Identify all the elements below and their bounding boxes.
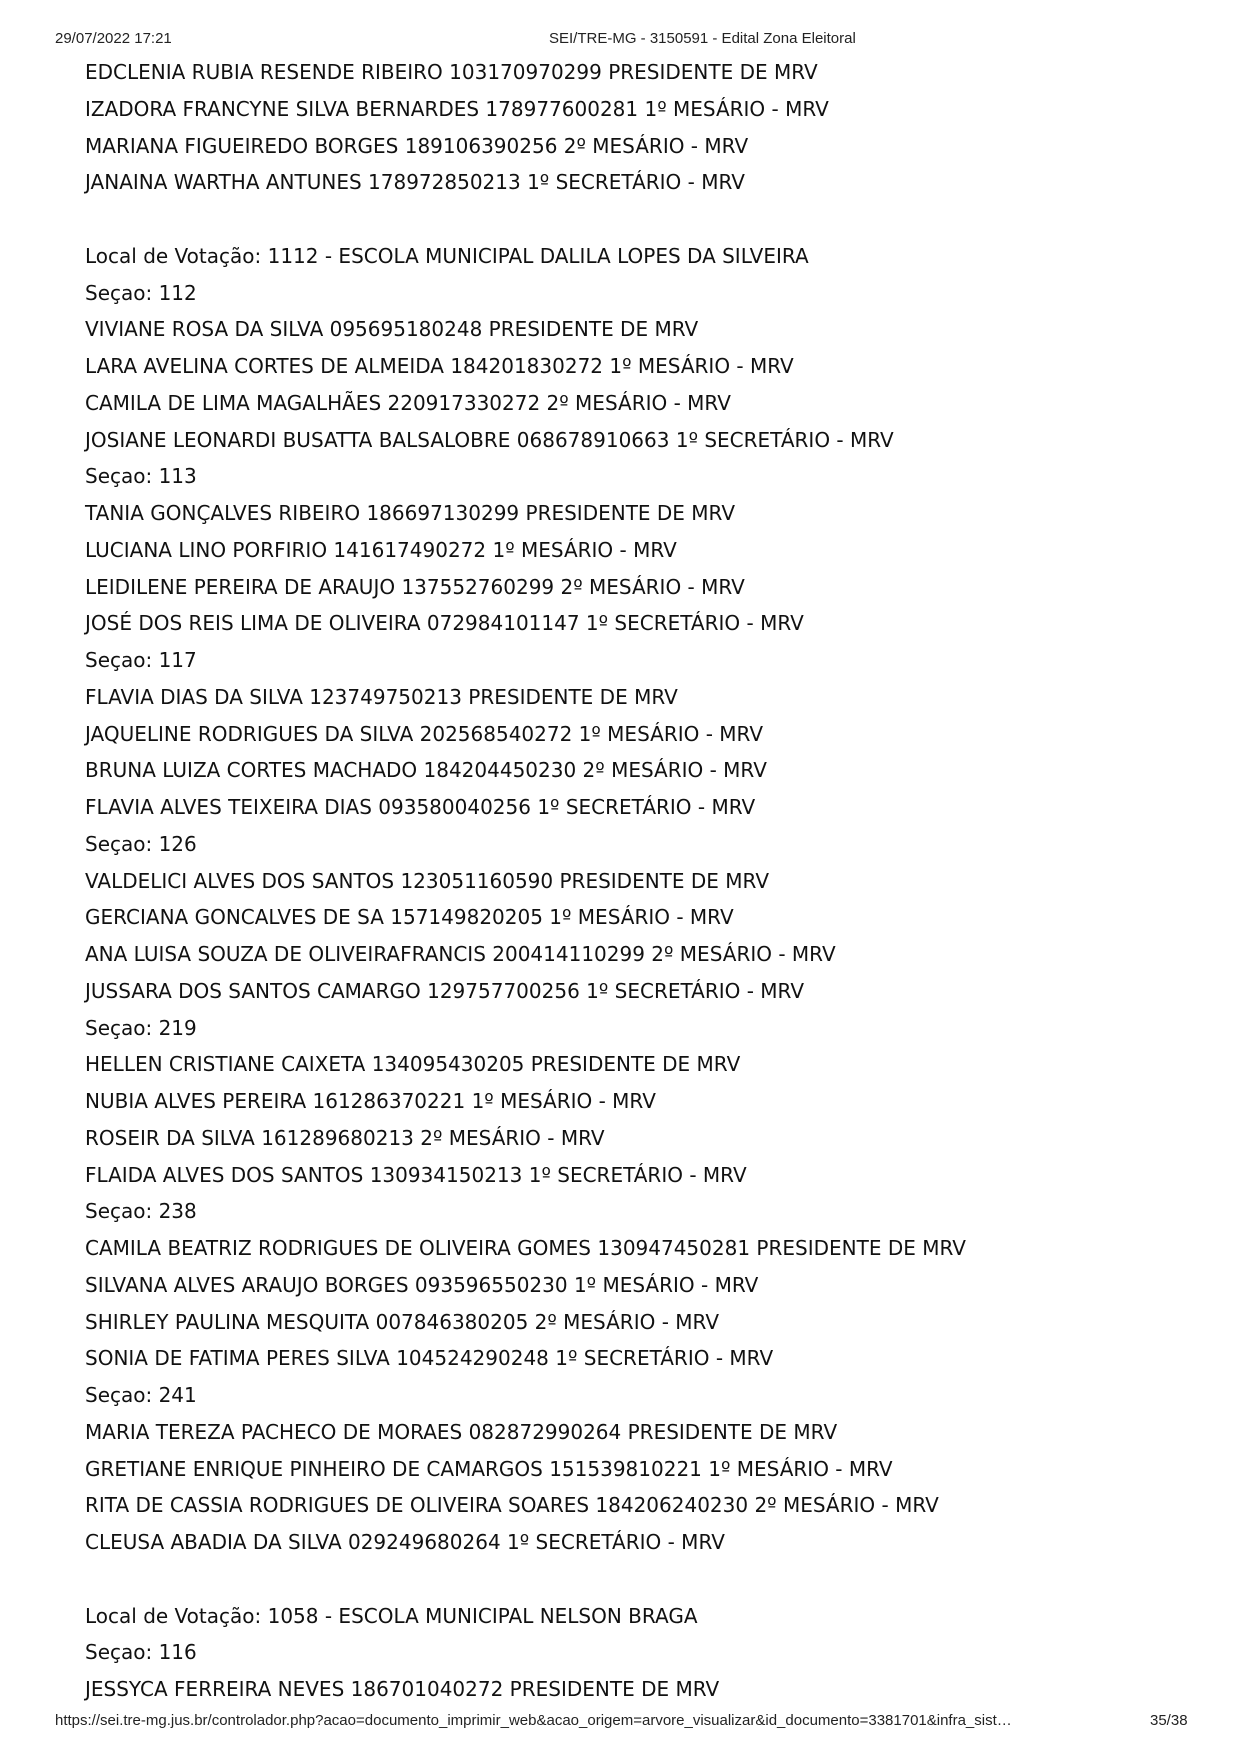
- poll-worker-entry: GERCIANA GONCALVES DE SA 157149820205 1º MESÁRIO - MRV: [85, 905, 734, 930]
- section-heading: Seçao: 126: [85, 831, 197, 856]
- poll-worker-entry: HELLEN CRISTIANE CAIXETA 134095430205 PRESIDENTE DE MRV: [85, 1052, 741, 1077]
- blank-line: [85, 201, 1205, 238]
- poll-worker-entry: FLAVIA ALVES TEIXEIRA DIAS 093580040256 1º SECRETÁRIO - MRV: [85, 795, 756, 819]
- section-heading: Seçao: 238: [85, 1199, 197, 1224]
- poll-worker-entry: MARIANA FIGUEIREDO BORGES 189106390256 2º MESÁRIO - MRV: [85, 133, 749, 158]
- poll-worker-entry: VIVIANE ROSA DA SILVA 095695180248 PRESIDENTE DE MRV: [85, 317, 699, 342]
- section-heading: Seçao: 116: [85, 1640, 197, 1665]
- poll-worker-entry: IZADORA FRANCYNE SILVA BERNARDES 178977600281 1º MESÁRIO - MRV: [85, 96, 829, 121]
- poll-worker-entry: JANAINA WARTHA ANTUNES 178972850213 1º SECRETÁRIO - MRV: [85, 170, 745, 195]
- section-heading: Seçao: 219: [85, 1015, 197, 1040]
- poll-worker-entry: RITA DE CASSIA RODRIGUES DE OLIVEIRA SOARES 184206240230 2º MESÁRIO - MRV: [85, 1493, 939, 1518]
- poll-worker-entry: TANIA GONÇALVES RIBEIRO 186697130299 PRESIDENTE DE MRV: [85, 501, 736, 525]
- document-body: [85, 54, 1205, 1708]
- poll-worker-entry: LARA AVELINA CORTES DE ALMEIDA 184201830272 1º MESÁRIO - MRV: [85, 354, 794, 378]
- poll-worker-entry: NUBIA ALVES PEREIRA 161286370221 1º MESÁRIO - MRV: [85, 1089, 656, 1113]
- poll-worker-entry: JESSYCA FERREIRA NEVES 186701040272 PRESIDENTE DE MRV: [85, 1677, 720, 1701]
- section-heading: Seçao: 112: [85, 280, 197, 305]
- section-heading: Seçao: 241: [85, 1383, 197, 1407]
- poll-worker-entry: CLEUSA ABADIA DA SILVA 029249680264 1º SECRETÁRIO - MRV: [85, 1530, 725, 1554]
- document-title: SEI/TRE-MG - 3150591 - Edital Zona Eleitoral: [549, 30, 856, 47]
- poll-worker-entry: CAMILA DE LIMA MAGALHÃES 220917330272 2º MESÁRIO - MRV: [85, 390, 731, 415]
- poll-worker-entry: ROSEIR DA SILVA 161289680213 2º MESÁRIO - MRV: [85, 1125, 605, 1150]
- voting-location-heading: Local de Votação: 1112 - ESCOLA MUNICIPAL DALILA LOPES DA SILVEIRA: [85, 243, 809, 268]
- section-heading: Seçao: 113: [85, 464, 197, 489]
- section-heading: Seçao: 117: [85, 648, 197, 672]
- page-number: 35/38: [1150, 1712, 1188, 1729]
- poll-worker-entry: JOSIANE LEONARDI BUSATTA BALSALOBRE 068678910663 1º SECRETÁRIO - MRV: [85, 427, 894, 452]
- poll-worker-entry: LUCIANA LINO PORFIRIO 141617490272 1º MESÁRIO - MRV: [85, 537, 677, 562]
- poll-worker-entry: MARIA TEREZA PACHECO DE MORAES 082872990264 PRESIDENTE DE MRV: [85, 1419, 838, 1444]
- poll-worker-entry: JAQUELINE RODRIGUES DA SILVA 202568540272 1º MESÁRIO - MRV: [85, 721, 764, 746]
- poll-worker-entry: EDCLENIA RUBIA RESENDE RIBEIRO 103170970299 PRESIDENTE DE MRV: [85, 60, 818, 84]
- poll-worker-entry: LEIDILENE PEREIRA DE ARAUJO 137552760299 2º MESÁRIO - MRV: [85, 574, 745, 599]
- page-url: https://sei.tre-mg.jus.br/controlador.php?acao=documento_imprimir_web&acao_origem=arvore_visualizar&id_documento=3381701&infra_sist…: [55, 1712, 1012, 1729]
- blank-line: [85, 1561, 1205, 1598]
- poll-worker-entry: SHIRLEY PAULINA MESQUITA 007846380205 2º MESÁRIO - MRV: [85, 1309, 720, 1334]
- poll-worker-entry: JUSSARA DOS SANTOS CAMARGO 129757700256 1º SECRETÁRIO - MRV: [85, 978, 805, 1003]
- print-datetime: 29/07/2022 17:21: [55, 30, 172, 47]
- poll-worker-entry: SILVANA ALVES ARAUJO BORGES 093596550230 1º MESÁRIO - MRV: [85, 1272, 759, 1297]
- poll-worker-entry: FLAIDA ALVES DOS SANTOS 130934150213 1º SECRETÁRIO - MRV: [85, 1162, 747, 1187]
- poll-worker-entry: CAMILA BEATRIZ RODRIGUES DE OLIVEIRA GOMES 130947450281 PRESIDENTE DE MRV: [85, 1236, 966, 1260]
- voting-location-heading: Local de Votação: 1058 - ESCOLA MUNICIPAL NELSON BRAGA: [85, 1603, 698, 1628]
- poll-worker-entry: BRUNA LUIZA CORTES MACHADO 184204450230 2º MESÁRIO - MRV: [85, 758, 767, 783]
- poll-worker-entry: FLAVIA DIAS DA SILVA 123749750213 PRESIDENTE DE MRV: [85, 684, 678, 709]
- poll-worker-entry: ANA LUISA SOUZA DE OLIVEIRAFRANCIS 200414110299 2º MESÁRIO - MRV: [85, 942, 836, 966]
- poll-worker-entry: SONIA DE FATIMA PERES SILVA 104524290248 1º SECRETÁRIO - MRV: [85, 1346, 774, 1371]
- poll-worker-entry: VALDELICI ALVES DOS SANTOS 123051160590 PRESIDENTE DE MRV: [85, 868, 770, 893]
- poll-worker-entry: GRETIANE ENRIQUE PINHEIRO DE CAMARGOS 151539810221 1º MESÁRIO - MRV: [85, 1456, 893, 1481]
- poll-worker-entry: JOSÉ DOS REIS LIMA DE OLIVEIRA 072984101147 1º SECRETÁRIO - MRV: [85, 611, 804, 636]
